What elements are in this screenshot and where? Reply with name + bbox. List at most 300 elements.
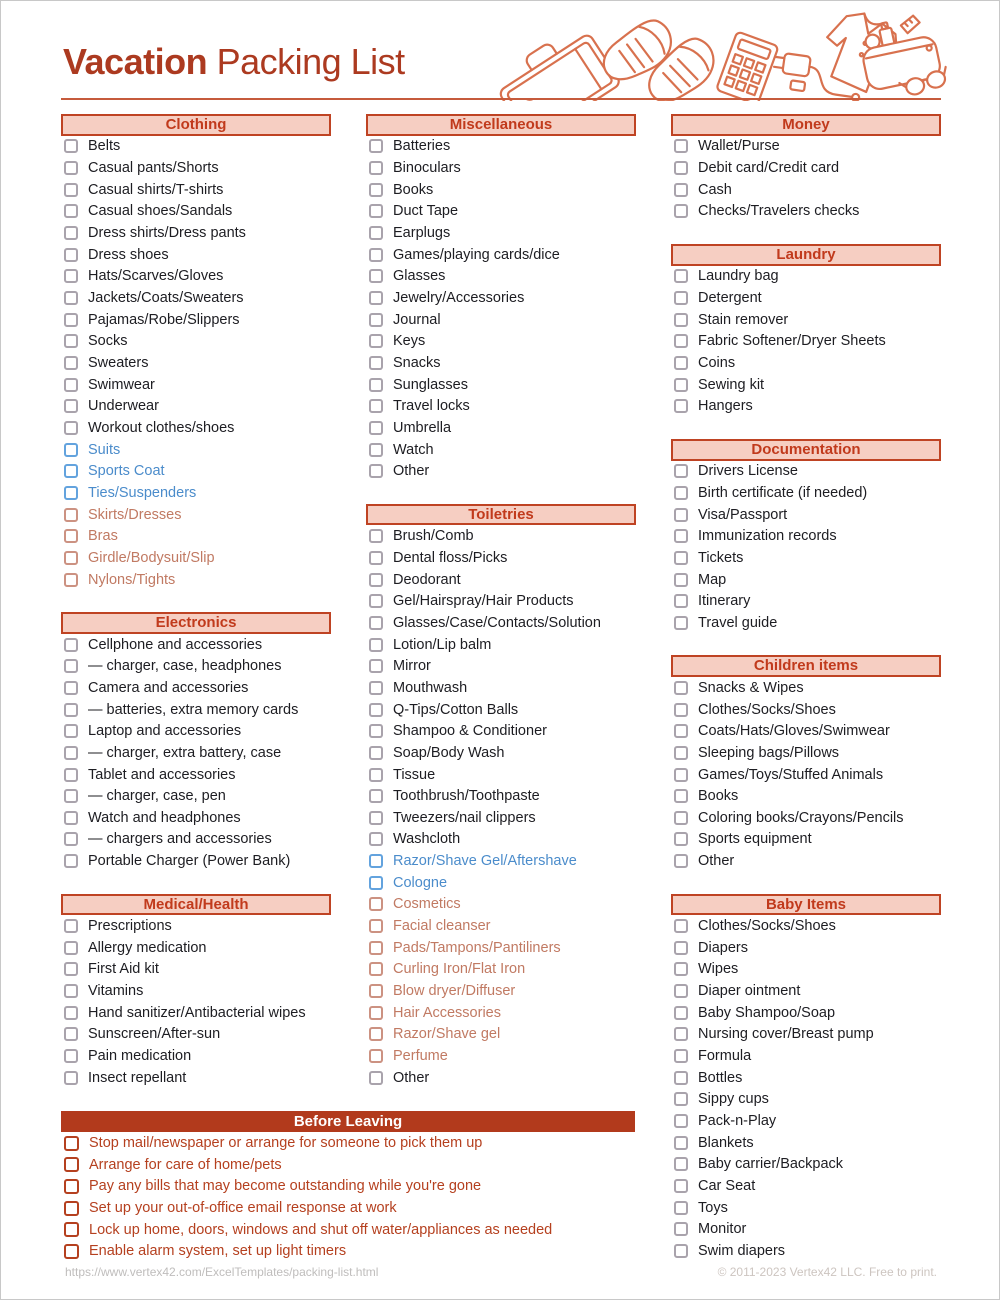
checklist-item <box>61 1132 635 1154</box>
checklist-item <box>61 396 331 418</box>
checkbox[interactable] <box>369 984 383 998</box>
checkbox[interactable] <box>674 1071 688 1085</box>
section-miscellaneous <box>366 114 636 482</box>
checkbox[interactable] <box>674 1006 688 1020</box>
checkbox[interactable] <box>674 854 688 868</box>
checklist-item <box>671 1197 941 1219</box>
checkbox[interactable] <box>64 508 78 522</box>
item-label: Set up your out-of-office email response at work <box>89 1200 397 1217</box>
checkbox[interactable] <box>674 616 688 630</box>
checklist-item <box>671 352 941 374</box>
checklist-item <box>61 655 331 677</box>
item-label: Sports Coat <box>88 463 165 480</box>
checklist-item <box>671 742 941 764</box>
checklist-item <box>366 634 636 656</box>
item-label: Immunization records <box>698 528 837 545</box>
item-label: Jewelry/Accessories <box>393 290 525 307</box>
checklist-item <box>366 157 636 179</box>
item-label: Sweaters <box>88 355 149 372</box>
checkbox[interactable] <box>674 551 688 565</box>
checkbox[interactable] <box>674 746 688 760</box>
checkbox[interactable] <box>369 681 383 695</box>
checkbox[interactable] <box>369 378 383 392</box>
item-label: Workout clothes/shoes <box>88 420 235 437</box>
item-label: Coloring books/Crayons/Pencils <box>698 809 904 826</box>
checkbox[interactable] <box>64 1006 78 1020</box>
checkbox[interactable] <box>369 334 383 348</box>
checkbox[interactable] <box>64 941 78 955</box>
checkbox[interactable] <box>369 464 383 478</box>
checkbox[interactable] <box>64 746 78 760</box>
section-header: Documentation <box>671 439 941 461</box>
checkbox[interactable] <box>674 334 688 348</box>
checkbox[interactable] <box>64 919 78 933</box>
checklist-item <box>61 244 331 266</box>
checkbox[interactable] <box>64 183 78 197</box>
checklist-item <box>61 699 331 721</box>
checkbox[interactable] <box>64 139 78 153</box>
checkbox[interactable] <box>369 594 383 608</box>
checkbox[interactable] <box>64 248 78 262</box>
checkbox[interactable] <box>369 897 383 911</box>
checklist-item <box>671 309 941 331</box>
checkbox[interactable] <box>369 941 383 955</box>
checkbox[interactable] <box>64 832 78 846</box>
item-label: Razor/Shave Gel/Aftershave <box>393 853 577 870</box>
item-label: Games/playing cards/dice <box>393 246 560 263</box>
checkbox[interactable] <box>369 269 383 283</box>
checkbox[interactable] <box>674 941 688 955</box>
checklist-item <box>671 1175 941 1197</box>
checkbox[interactable] <box>674 269 688 283</box>
checkbox[interactable] <box>64 529 78 543</box>
item-label: Casual shirts/T-shirts <box>88 181 224 198</box>
checkbox[interactable] <box>64 1071 78 1085</box>
checkbox[interactable] <box>674 139 688 153</box>
checklist-item <box>366 417 636 439</box>
item-label: Pack-n-Play <box>698 1113 777 1130</box>
checkbox[interactable] <box>674 962 688 976</box>
checkbox[interactable] <box>674 291 688 305</box>
item-label: Laptop and accessories <box>88 723 242 740</box>
item-label: Drivers License <box>698 463 798 480</box>
checkbox[interactable] <box>369 529 383 543</box>
item-label: First Aid kit <box>88 961 159 978</box>
checkbox[interactable] <box>64 399 78 413</box>
checkbox[interactable] <box>64 1244 79 1259</box>
checklist-item <box>61 157 331 179</box>
checkbox[interactable] <box>674 1201 688 1215</box>
checkbox[interactable] <box>674 486 688 500</box>
item-label: Books <box>393 181 434 198</box>
checklist-item <box>61 1197 635 1219</box>
checkbox[interactable] <box>64 1027 78 1041</box>
checkbox[interactable] <box>369 876 383 890</box>
checkbox[interactable] <box>369 183 383 197</box>
checklist-item <box>61 1154 635 1176</box>
item-label: Tweezers/nail clippers <box>393 809 536 826</box>
checkbox[interactable] <box>64 768 78 782</box>
item-label: Vitamins <box>88 983 144 1000</box>
checklist-item <box>366 1024 636 1046</box>
checklist-item <box>671 1024 941 1046</box>
item-label: Birth certificate (if needed) <box>698 484 868 501</box>
checkbox[interactable] <box>674 508 688 522</box>
item-label: Sleeping bags/Pillows <box>698 744 840 761</box>
checkbox[interactable] <box>64 464 78 478</box>
checklist-item <box>61 547 331 569</box>
checkbox[interactable] <box>64 1136 79 1151</box>
checklist-item <box>366 374 636 396</box>
item-label: Tissue <box>393 766 436 783</box>
item-label: Dress shirts/Dress pants <box>88 225 246 242</box>
item-label: Monitor <box>698 1221 747 1238</box>
checkbox[interactable] <box>674 919 688 933</box>
item-label: Allergy medication <box>88 939 207 956</box>
item-label: Coats/Hats/Gloves/Swimwear <box>698 723 890 740</box>
checklist-item <box>366 201 636 223</box>
checkbox[interactable] <box>674 1114 688 1128</box>
checkbox[interactable] <box>64 789 78 803</box>
item-label: Brush/Comb <box>393 528 474 545</box>
checkbox[interactable] <box>369 443 383 457</box>
checklist-item <box>671 1045 941 1067</box>
item-label: Diapers <box>698 939 748 956</box>
item-label: Debit card/Credit card <box>698 160 840 177</box>
item-label: — chargers and accessories <box>88 831 272 848</box>
checklist-item <box>61 1067 331 1089</box>
column-right <box>671 114 941 1283</box>
checkbox[interactable] <box>674 984 688 998</box>
checkbox[interactable] <box>369 1049 383 1063</box>
checkbox[interactable] <box>64 313 78 327</box>
checkbox[interactable] <box>674 1157 688 1171</box>
item-label: Baby Shampoo/Soap <box>698 1004 836 1021</box>
checkbox[interactable] <box>674 1179 688 1193</box>
calculator-icon <box>716 31 779 101</box>
checklist-item <box>366 850 636 872</box>
checklist-item <box>61 829 331 851</box>
item-label: Itinerary <box>698 593 751 610</box>
checkbox[interactable] <box>674 811 688 825</box>
section-header: Electronics <box>61 612 331 634</box>
checkbox[interactable] <box>64 962 78 976</box>
item-label: Nursing cover/Breast pump <box>698 1026 874 1043</box>
checkbox[interactable] <box>64 443 78 457</box>
checklist-item <box>671 1002 941 1024</box>
checkbox[interactable] <box>369 811 383 825</box>
section-before-leaving <box>61 1111 635 1263</box>
item-label: Nylons/Tights <box>88 571 176 588</box>
checklist-item <box>61 915 331 937</box>
checkbox[interactable] <box>674 1244 688 1258</box>
item-label: Lotion/Lip balm <box>393 636 492 653</box>
checkbox[interactable] <box>674 1049 688 1063</box>
checklist-item <box>671 547 941 569</box>
item-label: Tablet and accessories <box>88 766 236 783</box>
section-laundry <box>671 244 941 417</box>
checkbox[interactable] <box>369 703 383 717</box>
section-toiletries <box>366 504 636 1089</box>
section-clothing <box>61 114 331 590</box>
checklist-item <box>61 525 331 547</box>
checkbox[interactable] <box>64 161 78 175</box>
item-label: Glasses/Case/Contacts/Solution <box>393 614 601 631</box>
checklist-item <box>671 374 941 396</box>
checklist-item <box>366 287 636 309</box>
checkbox[interactable] <box>369 919 383 933</box>
checkbox[interactable] <box>369 204 383 218</box>
title-divider <box>61 98 941 100</box>
checklist-item <box>671 1132 941 1154</box>
checkbox[interactable] <box>369 1027 383 1041</box>
item-label: Ties/Suspenders <box>88 484 197 501</box>
checkbox[interactable] <box>369 962 383 976</box>
checkbox[interactable] <box>369 313 383 327</box>
checkbox[interactable] <box>369 399 383 413</box>
item-label: Car Seat <box>698 1177 756 1194</box>
checkbox[interactable] <box>369 139 383 153</box>
checkbox[interactable] <box>674 789 688 803</box>
section-children-items <box>671 655 941 872</box>
checkbox[interactable] <box>369 161 383 175</box>
checkbox[interactable] <box>674 681 688 695</box>
checklist-item <box>61 785 331 807</box>
item-label: Jackets/Coats/Sweaters <box>88 290 244 307</box>
item-label: Facial cleanser <box>393 918 491 935</box>
checkbox[interactable] <box>674 464 688 478</box>
item-label: Snacks & Wipes <box>698 679 804 696</box>
checkbox[interactable] <box>674 183 688 197</box>
checkbox[interactable] <box>64 984 78 998</box>
checkbox[interactable] <box>674 1136 688 1150</box>
item-label: Toothbrush/Toothpaste <box>393 788 540 805</box>
item-label: Belts <box>88 138 121 155</box>
checkbox[interactable] <box>369 659 383 673</box>
checklist-item <box>61 1002 331 1024</box>
item-label: Mirror <box>393 658 431 675</box>
checkbox[interactable] <box>64 378 78 392</box>
item-label: — charger, case, pen <box>88 788 226 805</box>
checklist-item <box>671 937 941 959</box>
checkbox[interactable] <box>64 1179 79 1194</box>
checkbox[interactable] <box>369 291 383 305</box>
checklist-item <box>671 1240 941 1262</box>
checklist-item <box>671 850 941 872</box>
item-label: Blankets <box>698 1134 754 1151</box>
item-label: Pads/Tampons/Pantiliners <box>393 939 561 956</box>
checkbox[interactable] <box>64 269 78 283</box>
checklist-item <box>61 1219 635 1241</box>
checkbox[interactable] <box>64 638 78 652</box>
checklist-item <box>366 699 636 721</box>
checkbox[interactable] <box>369 768 383 782</box>
checklist-item <box>61 937 331 959</box>
item-label: Dress shoes <box>88 246 169 263</box>
page-title-bold: Vacation <box>63 41 208 82</box>
checklist-item <box>61 136 331 158</box>
checklist-item <box>61 677 331 699</box>
item-label: Sports equipment <box>698 831 812 848</box>
checkbox[interactable] <box>64 1222 79 1237</box>
checkbox[interactable] <box>369 573 383 587</box>
checklist-item <box>671 829 941 851</box>
checkbox[interactable] <box>369 248 383 262</box>
checklist-item <box>671 331 941 353</box>
checklist-item <box>366 309 636 331</box>
checkbox[interactable] <box>674 768 688 782</box>
checkbox[interactable] <box>674 313 688 327</box>
checkbox[interactable] <box>64 1157 79 1172</box>
item-label: Tickets <box>698 549 744 566</box>
checklist-item <box>671 720 941 742</box>
checkbox[interactable] <box>674 356 688 370</box>
checkbox[interactable] <box>369 226 383 240</box>
checklist-item <box>671 136 941 158</box>
checkbox[interactable] <box>64 486 78 500</box>
item-label: Cellphone and accessories <box>88 636 263 653</box>
checkbox[interactable] <box>369 724 383 738</box>
item-label: Underwear <box>88 398 159 415</box>
item-label: Binoculars <box>393 160 461 177</box>
section-header: Before Leaving <box>61 1111 635 1133</box>
section-header: Toiletries <box>366 504 636 526</box>
item-label: Map <box>698 571 727 588</box>
checkbox[interactable] <box>369 854 383 868</box>
checkbox[interactable] <box>64 724 78 738</box>
checklist-item <box>366 1002 636 1024</box>
item-label: Sewing kit <box>698 376 765 393</box>
checkbox[interactable] <box>369 746 383 760</box>
item-label: Watch and headphones <box>88 809 241 826</box>
checklist-item <box>61 1241 635 1263</box>
item-label: Other <box>698 853 735 870</box>
item-label: Detergent <box>698 290 762 307</box>
checkbox[interactable] <box>674 1222 688 1236</box>
item-label: Travel guide <box>698 614 778 631</box>
checkbox[interactable] <box>64 703 78 717</box>
item-label: Wipes <box>698 961 739 978</box>
checkbox[interactable] <box>369 832 383 846</box>
item-label: — charger, case, headphones <box>88 658 282 675</box>
checklist-item <box>671 785 941 807</box>
checkbox[interactable] <box>674 204 688 218</box>
checklist-item <box>671 612 941 634</box>
item-label: Portable Charger (Power Bank) <box>88 853 291 870</box>
checklist-item <box>671 569 941 591</box>
item-label: Cosmetics <box>393 896 461 913</box>
checklist-item <box>671 590 941 612</box>
checkbox[interactable] <box>64 854 78 868</box>
checkbox[interactable] <box>369 1071 383 1085</box>
checkbox[interactable] <box>64 573 78 587</box>
checklist-item <box>61 742 331 764</box>
item-label: Socks <box>88 333 128 350</box>
checkbox[interactable] <box>64 1201 79 1216</box>
checkbox[interactable] <box>674 594 688 608</box>
checkbox[interactable] <box>369 356 383 370</box>
checklist-item <box>61 807 331 829</box>
checkbox[interactable] <box>64 356 78 370</box>
item-label: Watch <box>393 441 434 458</box>
before-leaving-container <box>61 1111 635 1263</box>
item-label: Hair Accessories <box>393 1004 501 1021</box>
checklist-item <box>671 461 941 483</box>
checkbox[interactable] <box>674 832 688 846</box>
checkbox[interactable] <box>674 1027 688 1041</box>
checkbox[interactable] <box>64 681 78 695</box>
checklist-item <box>366 222 636 244</box>
checkbox[interactable] <box>674 724 688 738</box>
checklist-item <box>61 720 331 742</box>
checkbox[interactable] <box>369 638 383 652</box>
checklist-item <box>61 439 331 461</box>
checkbox[interactable] <box>674 573 688 587</box>
checkbox[interactable] <box>64 659 78 673</box>
item-label: Diaper ointment <box>698 983 801 1000</box>
section-header: Medical/Health <box>61 894 331 916</box>
checkbox[interactable] <box>64 334 78 348</box>
item-label: Visa/Passport <box>698 506 788 523</box>
checklist-item <box>366 915 636 937</box>
item-label: Pajamas/Robe/Slippers <box>88 311 240 328</box>
checkbox[interactable] <box>64 226 78 240</box>
checkbox[interactable] <box>674 378 688 392</box>
checkbox[interactable] <box>64 421 78 435</box>
checkbox[interactable] <box>64 1049 78 1063</box>
checklist-item <box>671 287 941 309</box>
item-label: Coins <box>698 355 736 372</box>
checkbox[interactable] <box>64 551 78 565</box>
checklist-item <box>671 915 941 937</box>
checklist-item <box>61 959 331 981</box>
checkbox[interactable] <box>369 421 383 435</box>
footer-url-link[interactable]: https://www.vertex42.com/ExcelTemplates/packing-list.html <box>65 1265 379 1279</box>
item-label: Dental floss/Picks <box>393 549 508 566</box>
checklist-item <box>366 179 636 201</box>
column-left <box>61 114 331 1110</box>
item-label: Baby carrier/Backpack <box>698 1156 844 1173</box>
item-label: Soap/Body Wash <box>393 744 505 761</box>
checklist-item <box>671 1067 941 1089</box>
checkbox[interactable] <box>369 616 383 630</box>
item-label: Stop mail/newspaper or arrange for someone to pick them up <box>89 1135 483 1152</box>
checkbox[interactable] <box>674 529 688 543</box>
checkbox[interactable] <box>369 789 383 803</box>
item-label: Glasses <box>393 268 446 285</box>
checkbox[interactable] <box>674 161 688 175</box>
checkbox[interactable] <box>674 1092 688 1106</box>
checkbox[interactable] <box>369 551 383 565</box>
checklist-item <box>671 482 941 504</box>
item-label: Bottles <box>698 1069 743 1086</box>
item-label: Stain remover <box>698 311 789 328</box>
checkbox[interactable] <box>64 291 78 305</box>
item-label: Batteries <box>393 138 451 155</box>
item-label: Laundry bag <box>698 268 779 285</box>
column-middle <box>366 114 636 1110</box>
item-label: Lock up home, doors, windows and shut off water/appliances as needed <box>89 1221 553 1238</box>
checklist-item <box>366 894 636 916</box>
checkbox[interactable] <box>369 1006 383 1020</box>
item-label: Cologne <box>393 874 448 891</box>
checkbox[interactable] <box>64 811 78 825</box>
checkbox[interactable] <box>64 204 78 218</box>
checkbox[interactable] <box>674 399 688 413</box>
item-label: Washcloth <box>393 831 461 848</box>
checklist-item <box>61 417 331 439</box>
checkbox[interactable] <box>674 703 688 717</box>
